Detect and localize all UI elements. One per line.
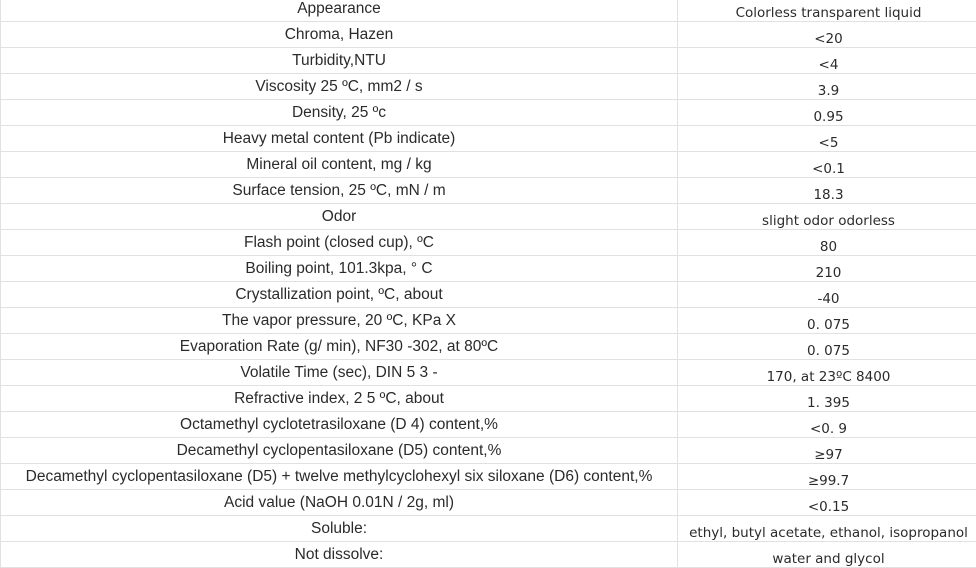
value-cell: <4 <box>678 48 976 74</box>
property-cell: Volatile Time (sec), DIN 5 3 - <box>1 360 678 386</box>
table-row <box>1 204 976 230</box>
property-cell: Decamethyl cyclopentasiloxane (D5) + twelve methylcyclohexyl six siloxane (D6) content,% <box>1 464 678 490</box>
property-cell: Acid value (NaOH 0.01N / 2g, ml) <box>1 490 678 516</box>
property-cell: Viscosity 25 ºC, mm2 / s <box>1 74 678 100</box>
property-cell: Surface tension, 25 ºC, mN / m <box>1 178 678 204</box>
value-cell: ≥99.7 <box>678 464 976 490</box>
value-cell: 0. 075 <box>678 308 976 334</box>
property-cell: Decamethyl cyclopentasiloxane (D5) content,% <box>1 438 678 464</box>
table-row <box>1 22 976 48</box>
table-row <box>1 0 976 22</box>
property-cell: Heavy metal content (Pb indicate) <box>1 126 678 152</box>
table-row <box>1 464 976 490</box>
property-cell: Boiling point, 101.3kpa, ° C <box>1 256 678 282</box>
table-row <box>1 126 976 152</box>
table-row <box>1 48 976 74</box>
value-cell: 80 <box>678 230 976 256</box>
table-row <box>1 334 976 360</box>
value-cell: ≥97 <box>678 438 976 464</box>
value-cell: 210 <box>678 256 976 282</box>
property-cell: Odor <box>1 204 678 230</box>
property-cell: Chroma, Hazen <box>1 22 678 48</box>
value-cell: 0. 075 <box>678 334 976 360</box>
value-cell: 3.9 <box>678 74 976 100</box>
property-cell: Not dissolve: <box>1 542 678 568</box>
property-cell: Flash point (closed cup), ºC <box>1 230 678 256</box>
table-row <box>1 230 976 256</box>
value-cell: <0. 9 <box>678 412 976 438</box>
value-cell: ethyl, butyl acetate, ethanol, isopropanol <box>678 516 976 542</box>
property-cell: The vapor pressure, 20 ºC, KPa X <box>1 308 678 334</box>
table-row <box>1 490 976 516</box>
property-cell: Crystallization point, ºC, about <box>1 282 678 308</box>
table-row <box>1 386 976 412</box>
value-cell: Colorless transparent liquid <box>678 0 976 22</box>
value-cell: <20 <box>678 22 976 48</box>
value-cell: 0.95 <box>678 100 976 126</box>
value-cell: <0.15 <box>678 490 976 516</box>
table-row <box>1 178 976 204</box>
property-cell: Refractive index, 2 5 ºC, about <box>1 386 678 412</box>
value-cell: -40 <box>678 282 976 308</box>
value-cell: slight odor odorless <box>678 204 976 230</box>
property-cell: Mineral oil content, mg / kg <box>1 152 678 178</box>
table-row <box>1 152 976 178</box>
table-row <box>1 74 976 100</box>
property-cell: Evaporation Rate (g/ min), NF30 -302, at 80ºC <box>1 334 678 360</box>
table-row <box>1 256 976 282</box>
value-cell: water and glycol <box>678 542 976 568</box>
table-row <box>1 308 976 334</box>
value-cell: <0.1 <box>678 152 976 178</box>
value-cell: <5 <box>678 126 976 152</box>
table-row <box>1 438 976 464</box>
value-cell: 170, at 23ºC 8400 <box>678 360 976 386</box>
table-row <box>1 282 976 308</box>
table-row <box>1 360 976 386</box>
value-cell: 18.3 <box>678 178 976 204</box>
table-row <box>1 412 976 438</box>
property-cell: Octamethyl cyclotetrasiloxane (D 4) content,% <box>1 412 678 438</box>
value-cell: 1. 395 <box>678 386 976 412</box>
property-cell: Soluble: <box>1 516 678 542</box>
specification-table-body <box>1 0 976 568</box>
table-row <box>1 516 976 542</box>
property-cell: Turbidity,NTU <box>1 48 678 74</box>
property-cell: Appearance <box>1 0 678 22</box>
property-cell: Density, 25 ºc <box>1 100 678 126</box>
table-row <box>1 100 976 126</box>
